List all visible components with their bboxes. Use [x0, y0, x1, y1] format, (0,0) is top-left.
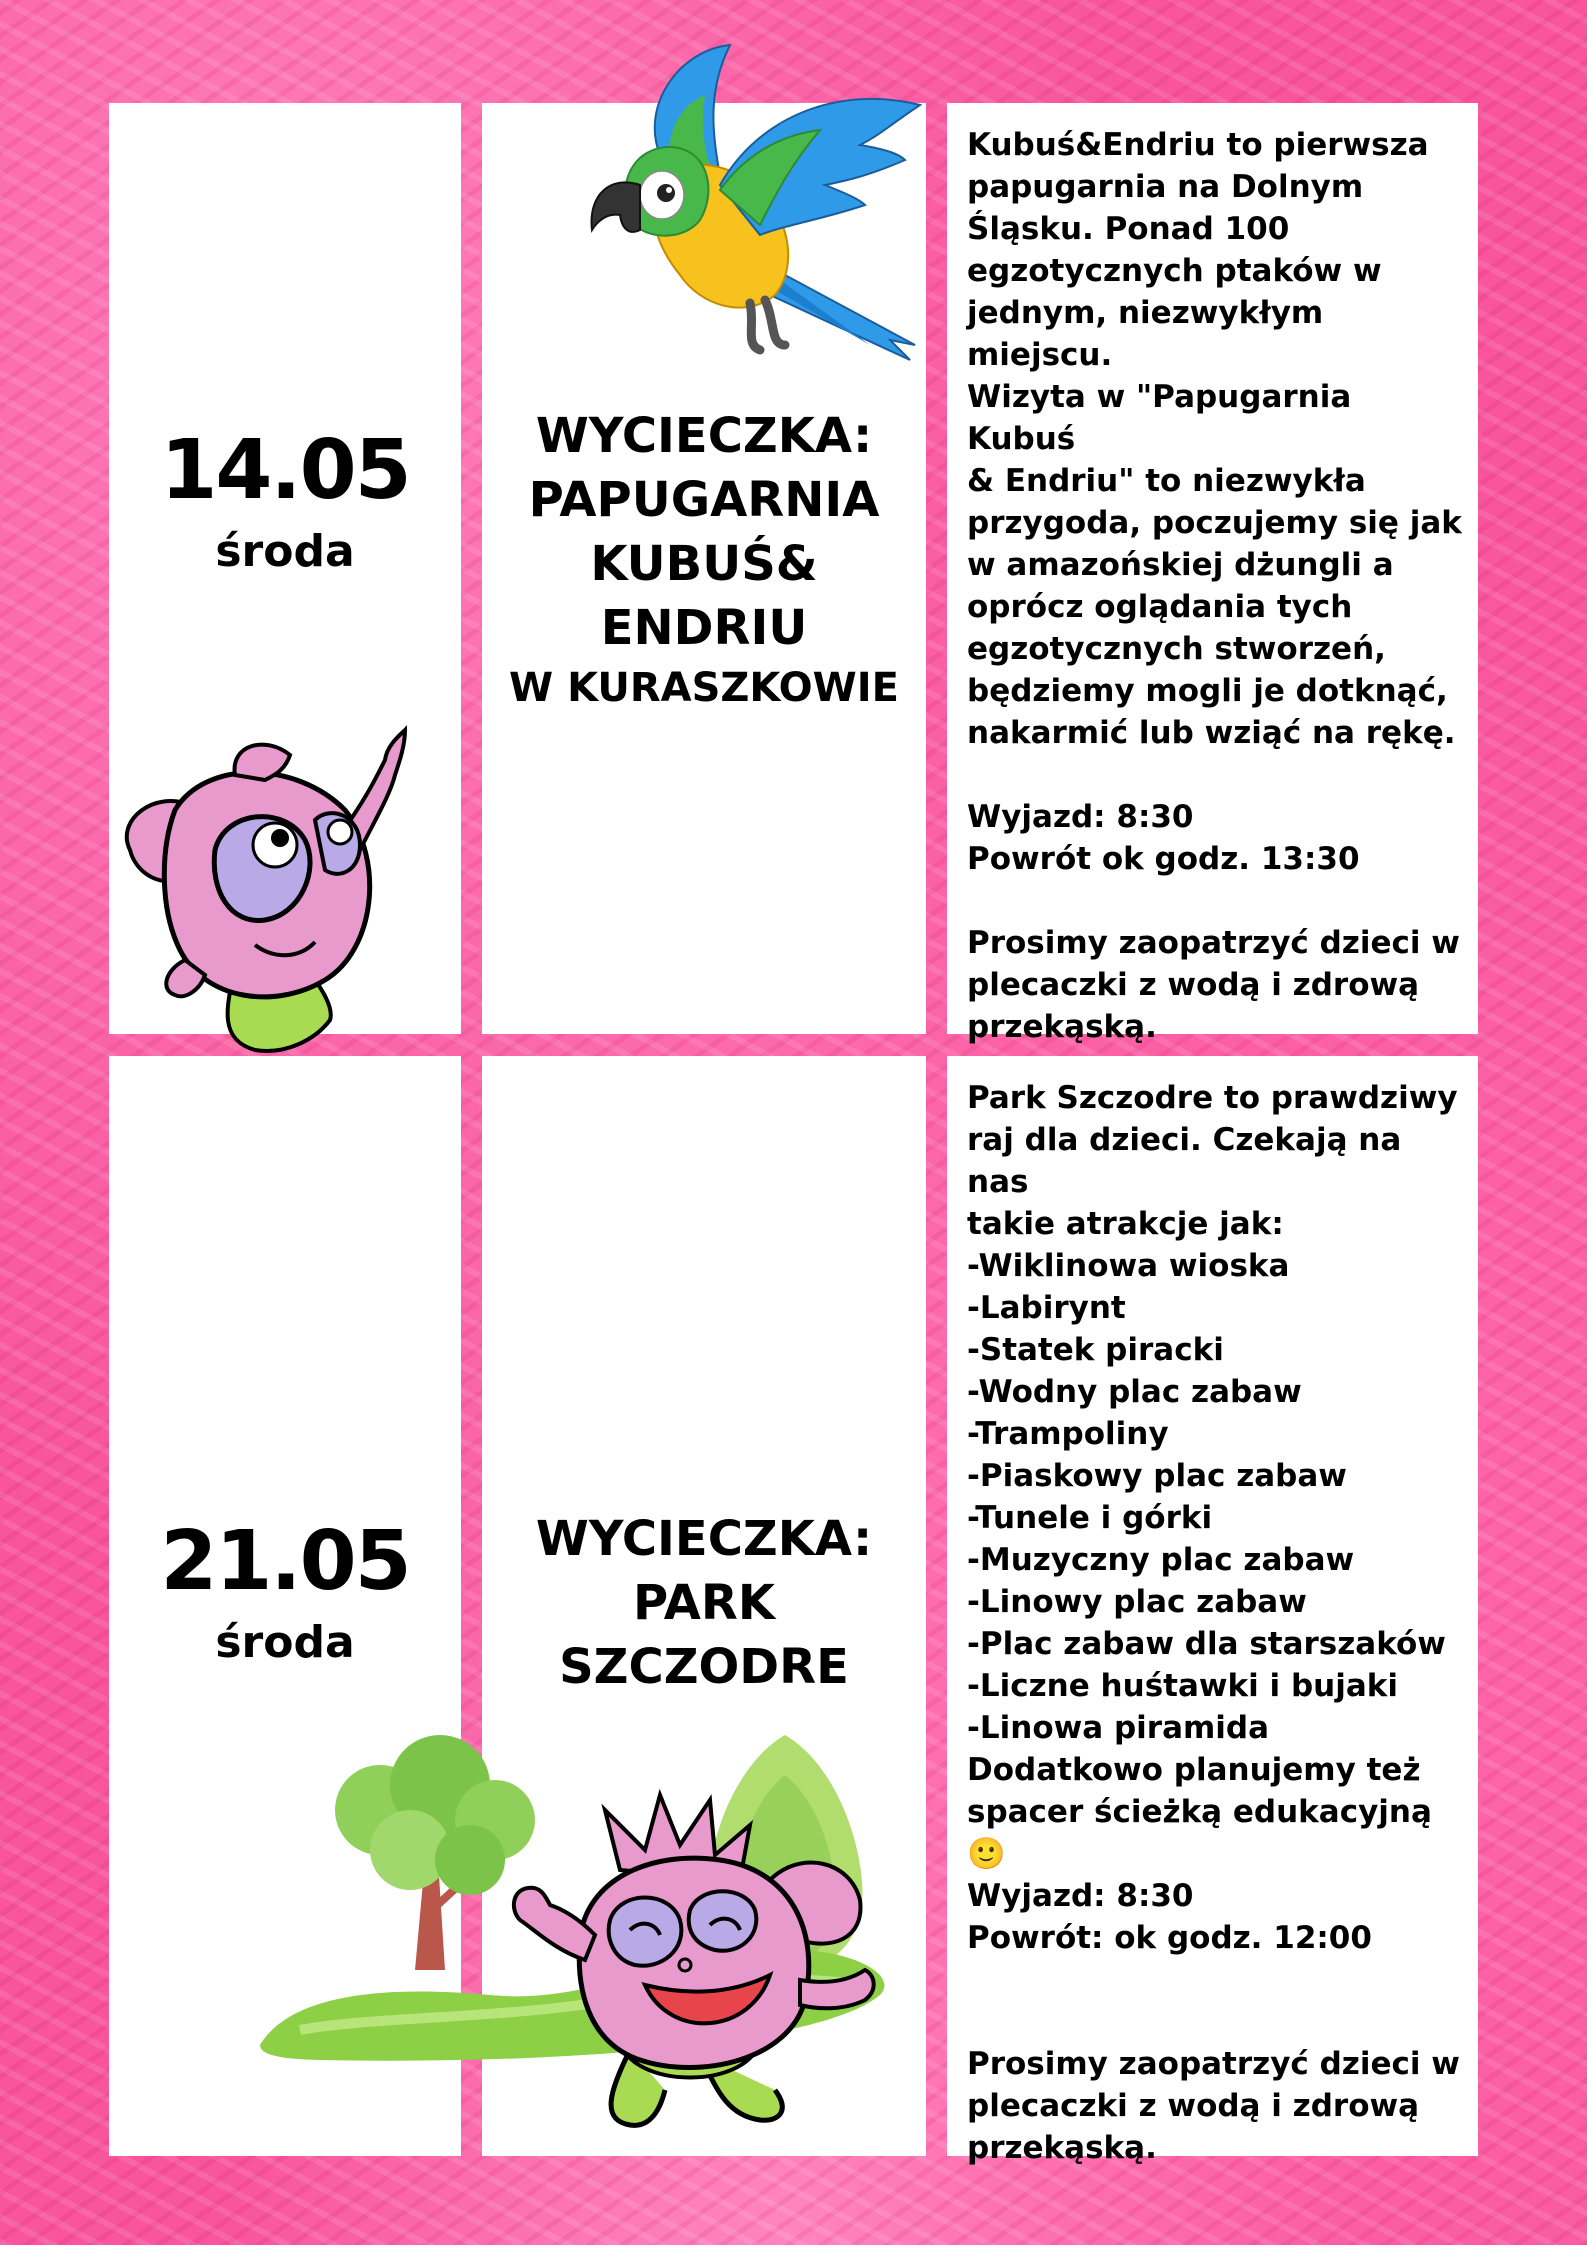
event1-title-line: WYCIECZKA: — [535, 408, 873, 464]
event1-description: Kubuś&Endriu to pierwsza papugarnia na Dolnym Śląsku. Ponad 100 egzotycznych ptaków w jednym, niezwykłym miejscu. Wizyta w "Papugarnia Kubuś & Endriu" to niezwykła przygoda, poczujemy się jak w amazońskiej dżungli a oprócz oglądania tych egzotycznych stworzeń, będziemy mogli je dotknąć, nakarmić lub wziąć na rękę. Wyjazd: 8:30 Powrót ok godz. 13:30 Prosimy zaopatrzyć dzieci w plecaczki z wodą i zdrową przekąską. — [967, 127, 1462, 1045]
pink-monster-waving-icon — [500, 1790, 880, 2130]
event1-subtitle: W KURASZKOWIE — [509, 665, 899, 711]
event1-title-line: PAPUGARNIA — [528, 472, 880, 528]
event2-title-line: SZCZODRE — [559, 1639, 849, 1695]
event1-date: 14.05 — [160, 423, 410, 518]
event2-title — [482, 1507, 926, 1699]
event1-title — [482, 404, 926, 716]
event1-title-line: ENDRIU — [600, 600, 808, 656]
event1-title-line: KUBUŚ& — [590, 536, 818, 592]
event2-title-line: PARK — [632, 1575, 776, 1631]
pink-monster-pointing-icon — [115, 720, 445, 1060]
parrot-icon — [570, 45, 920, 385]
event2-description: Park Szczodre to prawdziwy raj dla dzieci. Czekają na nas takie atrakcje jak: -Wiklinowa wioska -Labirynt -Statek piracki -Wodny plac zabaw -Trampoliny -Piaskowy plac zabaw -Tunele i górki -Muzyczny plac zabaw -Linowy plac zabaw -Plac zabaw dla starszaków -Liczne huśtawki i bujaki -Linowa piramida Dodatkowo planujemy też spacer ścieżką edukacyjną 🙂 Wyjazd: 8:30 Powrót: ok godz. 12:00 Prosimy zaopatrzyć dzieci w plecaczki z wodą i zdrową przekąską. — [967, 1080, 1460, 2166]
event1-date-block — [109, 423, 461, 577]
event2-date-block — [109, 1514, 461, 1668]
event2-day: środa — [215, 1617, 355, 1668]
event1-day: środa — [215, 526, 355, 577]
event2-title-line: WYCIECZKA: — [535, 1511, 873, 1567]
event2-date: 21.05 — [160, 1514, 410, 1609]
